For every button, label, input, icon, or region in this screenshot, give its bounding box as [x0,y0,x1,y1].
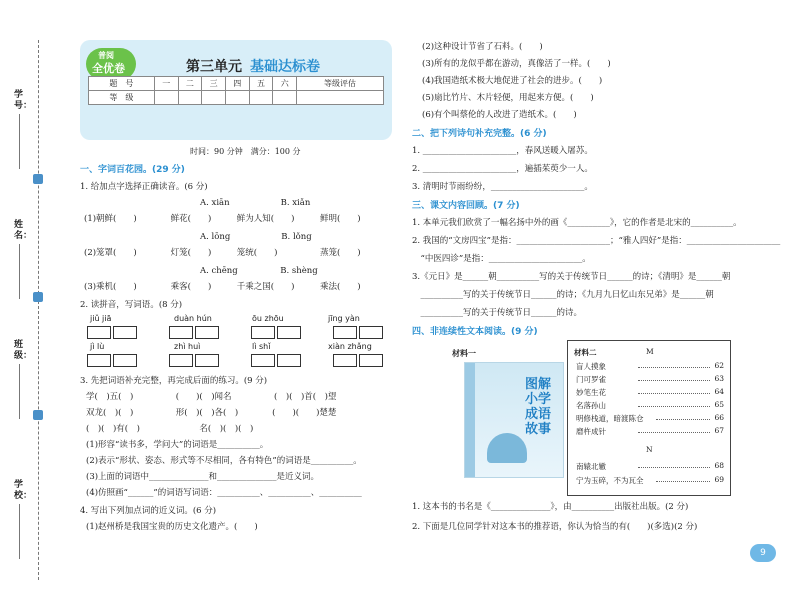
student-number-label: 学号： [14,90,33,111]
toc-entry: 盲人摸象 62 [576,361,724,371]
q1-options-3: A. chēng B. shèng [200,266,318,276]
class-field[interactable] [14,340,33,419]
toc-entry: 磨杵成针 67 [576,426,724,436]
book-title: 图解小学成语故事 [525,377,552,437]
left-column [80,40,392,532]
toc-entry: 名落孙山 65 [576,400,724,410]
q3-sub-4[interactable]: (4)仿照画“______”的词语写词语：__________、__________、__________ [86,488,362,498]
logo-line1: 普阅 [98,51,114,60]
grade-cell[interactable] [178,91,202,105]
q4-sub-1[interactable]: (1)赵州桥是我国宝贵的历史文化遗产。( ) [86,522,258,532]
poem-line-2[interactable]: 2. ______________________，遍插茱萸少一人。 [412,164,593,174]
poem-line-1[interactable]: 1. ______________________，春风送暖入屠苏。 [412,146,593,156]
reading-q2[interactable]: 2. 下面是几位同学针对这本书的推荐语，你认为恰当的有( )(多选)(2 分) [412,522,698,532]
binding-margin [0,40,60,580]
score-table [88,76,384,105]
section-3-title: 三、课文内容回顾。(7 分) [412,201,520,211]
header-banner [80,40,392,140]
q4-sub-2[interactable]: (2)这种设计节省了石料。( ) [422,42,543,52]
toc-entry: 明修栈道，暗渡陈仓 66 [576,413,724,423]
q3-sub-1[interactable]: (1)形容“读书多，学问大”的词语是__________。 [86,440,269,450]
q1-options-1: A. xiān B. xiǎn [200,198,311,208]
material-1-label: 材料一 [452,348,476,358]
grade-cell[interactable] [273,91,297,105]
q3-row-1[interactable]: 学( )五( ) ( )( )闻名 ( )( )首( )望 [86,392,337,402]
student-number-field[interactable] [14,90,33,169]
toc-entry: 门可罗雀 63 [576,374,724,384]
page-number-badge: 9 [750,544,776,562]
toc-entry: 妙笔生花 64 [576,387,724,397]
q2-stem: 2. 读拼音，写词语。(8 分) [80,300,183,310]
school-field[interactable] [14,480,33,559]
reading-q1[interactable]: 1. 这本书的书名是《______________》，由__________出版社出版。(2 分) [412,502,689,512]
paper-subtitle: 基础达标卷 [250,59,320,75]
q4-sub-4[interactable]: (4)我国造纸术极大地促进了社会的进步。( ) [422,76,603,86]
book-cover-image [464,362,564,478]
grade-cell[interactable] [297,91,384,105]
q3-row-3[interactable]: ( )( )有( ) 名( )( )( ) [86,424,254,434]
logo-line2: 全优卷 [92,62,125,75]
binding-dot [33,292,43,302]
score-grade-row: 等 级 [89,91,384,105]
material-2-label: 材料二 [574,348,597,357]
q4-sub-3[interactable]: (3)所有的龙似乎都在游动，真像活了一样。( ) [422,59,611,69]
time-score-info: 时间：90 分钟 满分：100 分 [190,147,301,156]
toc-letter-m: M [646,347,654,356]
grade-cell[interactable] [249,91,273,105]
review-3[interactable]: 3.《元日》是______朝__________写的关于传统节日______的诗；《清明》是______朝 [412,272,731,282]
table-of-contents [567,340,731,496]
q4-stem: 4. 写出下列加点词的近义词。(6 分) [80,506,217,516]
review-1[interactable]: 1. 本单元我们欣赏了一幅名扬中外的画《__________》，它的作者是北宋的__________。 [412,218,742,228]
q1-row-2[interactable]: (2)笼罩( ) 灯笼( ) 笼统( ) 蒸笼( ) [84,248,361,258]
pinyin: xiàn zhǎng [328,342,372,351]
pinyin: zhì huì [174,342,201,351]
student-name-field[interactable] [14,220,33,299]
q1-options-2: A. lōng B. lǒng [200,232,312,242]
q3-sub-2[interactable]: (2)表示“形状、姿态、形式等不尽相同，各有特色”的词语是__________。 [86,456,362,466]
unit-title: 第三单元 [186,59,242,75]
q1-row-1[interactable]: (1)朝鲜( ) 鲜花( ) 鲜为人知( ) 鲜明( ) [84,214,361,224]
toc-letter-n: N [646,445,653,454]
pinyin: ōu zhōu [252,314,284,323]
page-title [186,56,320,76]
review-3b[interactable]: __________写的关于传统节日______的诗；《九月九日忆山东兄弟》是______朝 [412,290,714,300]
poem-line-3[interactable]: 3. 清明时节雨纷纷，______________________。 [412,182,593,192]
q3-sub-3[interactable]: (3)上面的词语中______________和______________是近义词。 [86,472,320,482]
section-2-title: 二、把下列诗句补充完整。(6 分) [412,129,547,139]
grade-cell[interactable] [202,91,226,105]
pinyin-boxes-1[interactable] [86,326,384,339]
score-header-row: 题 号 一 二 三 四 五 六 等级评估 [89,77,384,91]
q4-sub-5[interactable]: (5)扇比竹片、木片轻便，用起来方便。( ) [422,93,594,103]
grade-cell[interactable] [225,91,249,105]
student-name-label: 姓名： [14,220,33,241]
school-label: 学校： [14,480,33,501]
class-label: 班级： [14,340,33,361]
cut-line [38,40,39,580]
pinyin: jīng yàn [328,314,360,323]
section-1-title: 一、字词百花园。(29 分) [80,165,185,175]
q3-row-2[interactable]: 双龙( )( ) 形( )( )各( ) ( )( )楚楚 [86,408,337,418]
pinyin: jiǔ jiā [90,314,112,323]
toc-entry: 宁为玉碎，不为瓦全 69 [576,475,724,485]
grade-cell[interactable] [154,91,178,105]
review-2b[interactable]: “中医四诊”是指：______________________。 [412,254,591,264]
q1-stem: 1. 给加点字选择正确读音。(6 分) [80,182,208,192]
book-illustration [487,433,527,463]
review-2[interactable]: 2. 我国的“文房四宝”是指：______________________；“雅人四好”是指：______________________ [412,236,781,246]
q1-row-3[interactable]: (3)乘机( ) 乘客( ) 千乘之国( ) 乘法( ) [84,282,361,292]
section-4-title: 四、非连续性文本阅读。(9 分) [412,327,538,337]
q3-stem: 3. 先把词语补充完整，再完成后面的练习。(9 分) [80,376,268,386]
binding-dot [33,174,43,184]
review-3c[interactable]: __________写的关于传统节日______的诗。 [412,308,583,318]
pinyin-boxes-2[interactable] [86,354,384,367]
toc-entry: 南辕北辙 68 [576,461,724,471]
q4-sub-6[interactable]: (6)有个叫蔡伦的人改进了造纸术。( ) [422,110,577,120]
pinyin: jì lù [90,342,105,351]
pinyin: lì shǐ [252,342,271,351]
binding-dot [33,410,43,420]
pinyin: duàn hún [174,314,212,323]
